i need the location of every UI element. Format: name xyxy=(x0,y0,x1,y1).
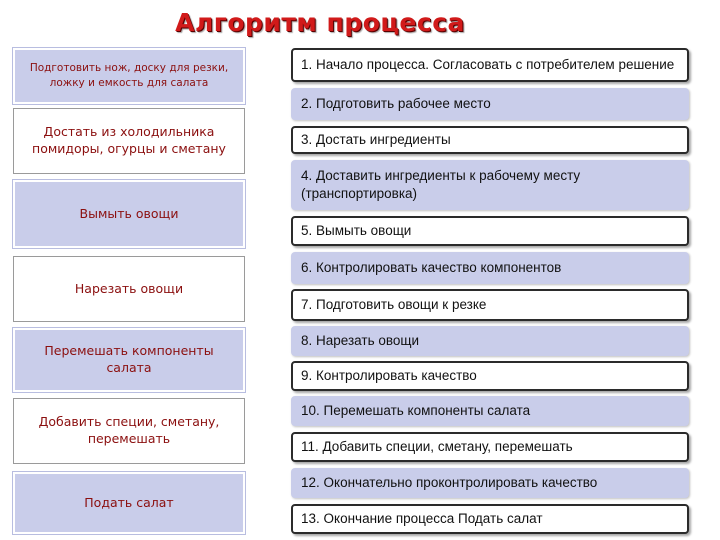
right-step-7 xyxy=(291,289,689,321)
left-step-label: Добавить специи, сметану, перемешать xyxy=(38,414,220,446)
right-step-5 xyxy=(291,216,689,246)
right-step-10 xyxy=(291,396,689,426)
right-step-label: 5. Вымыть овощи xyxy=(301,223,412,239)
left-step-serve-salad xyxy=(13,472,245,534)
left-step-label: Перемешать компоненты салата xyxy=(44,343,214,375)
right-step-label: 4. Доставить ингредиенты к рабочему месту (транспортировка) xyxy=(301,168,581,201)
right-step-4 xyxy=(291,160,689,210)
left-step-wash-vegetables xyxy=(13,180,245,248)
right-step-label: 13. Окончание процесса Подать салат xyxy=(301,511,543,527)
right-step-label: 7. Подготовить овощи к резке xyxy=(301,297,487,313)
left-step-mix-salad xyxy=(13,328,245,392)
right-step-2 xyxy=(291,88,689,120)
left-step-label: Подать салат xyxy=(84,494,174,510)
right-step-13 xyxy=(291,504,689,534)
left-step-label: Подготовить нож, доску для резки, ложку и емкость для салата xyxy=(29,61,229,89)
left-step-label: Достать из холодильника помидоры, огурцы и сметану xyxy=(32,124,226,156)
left-step-add-spices xyxy=(13,398,245,464)
right-step-1 xyxy=(291,48,689,82)
left-step-label: Вымыть овощи xyxy=(79,205,179,221)
page-title: Алгоритм процесса xyxy=(175,8,465,37)
right-step-label: 6. Контролировать качество компонентов xyxy=(301,260,562,276)
left-step-prepare-tools xyxy=(13,48,245,104)
right-step-label: 2. Подготовить рабочее место xyxy=(301,96,491,112)
right-step-label: 12. Окончательно проконтролировать качество xyxy=(301,475,598,491)
right-step-9 xyxy=(291,361,689,391)
right-step-label: 8. Нарезать овощи xyxy=(301,333,420,349)
right-step-6 xyxy=(291,252,689,284)
right-step-12 xyxy=(291,468,689,498)
right-step-label: 10. Перемешать компоненты салата xyxy=(301,403,531,419)
left-step-label: Нарезать овощи xyxy=(74,280,184,296)
right-step-label: 11. Добавить специи, сметану, перемешать xyxy=(301,439,573,455)
right-step-label: 1. Начало процесса. Согласовать с потребителем решение xyxy=(301,57,675,73)
right-step-8 xyxy=(291,326,689,356)
left-step-cut-vegetables xyxy=(13,256,245,322)
right-step-3 xyxy=(291,126,689,154)
right-step-label: 3. Достать ингредиенты xyxy=(301,132,451,148)
right-step-label: 9. Контролировать качество xyxy=(301,368,477,384)
right-step-11 xyxy=(291,432,689,462)
left-step-get-ingredients xyxy=(13,108,245,174)
